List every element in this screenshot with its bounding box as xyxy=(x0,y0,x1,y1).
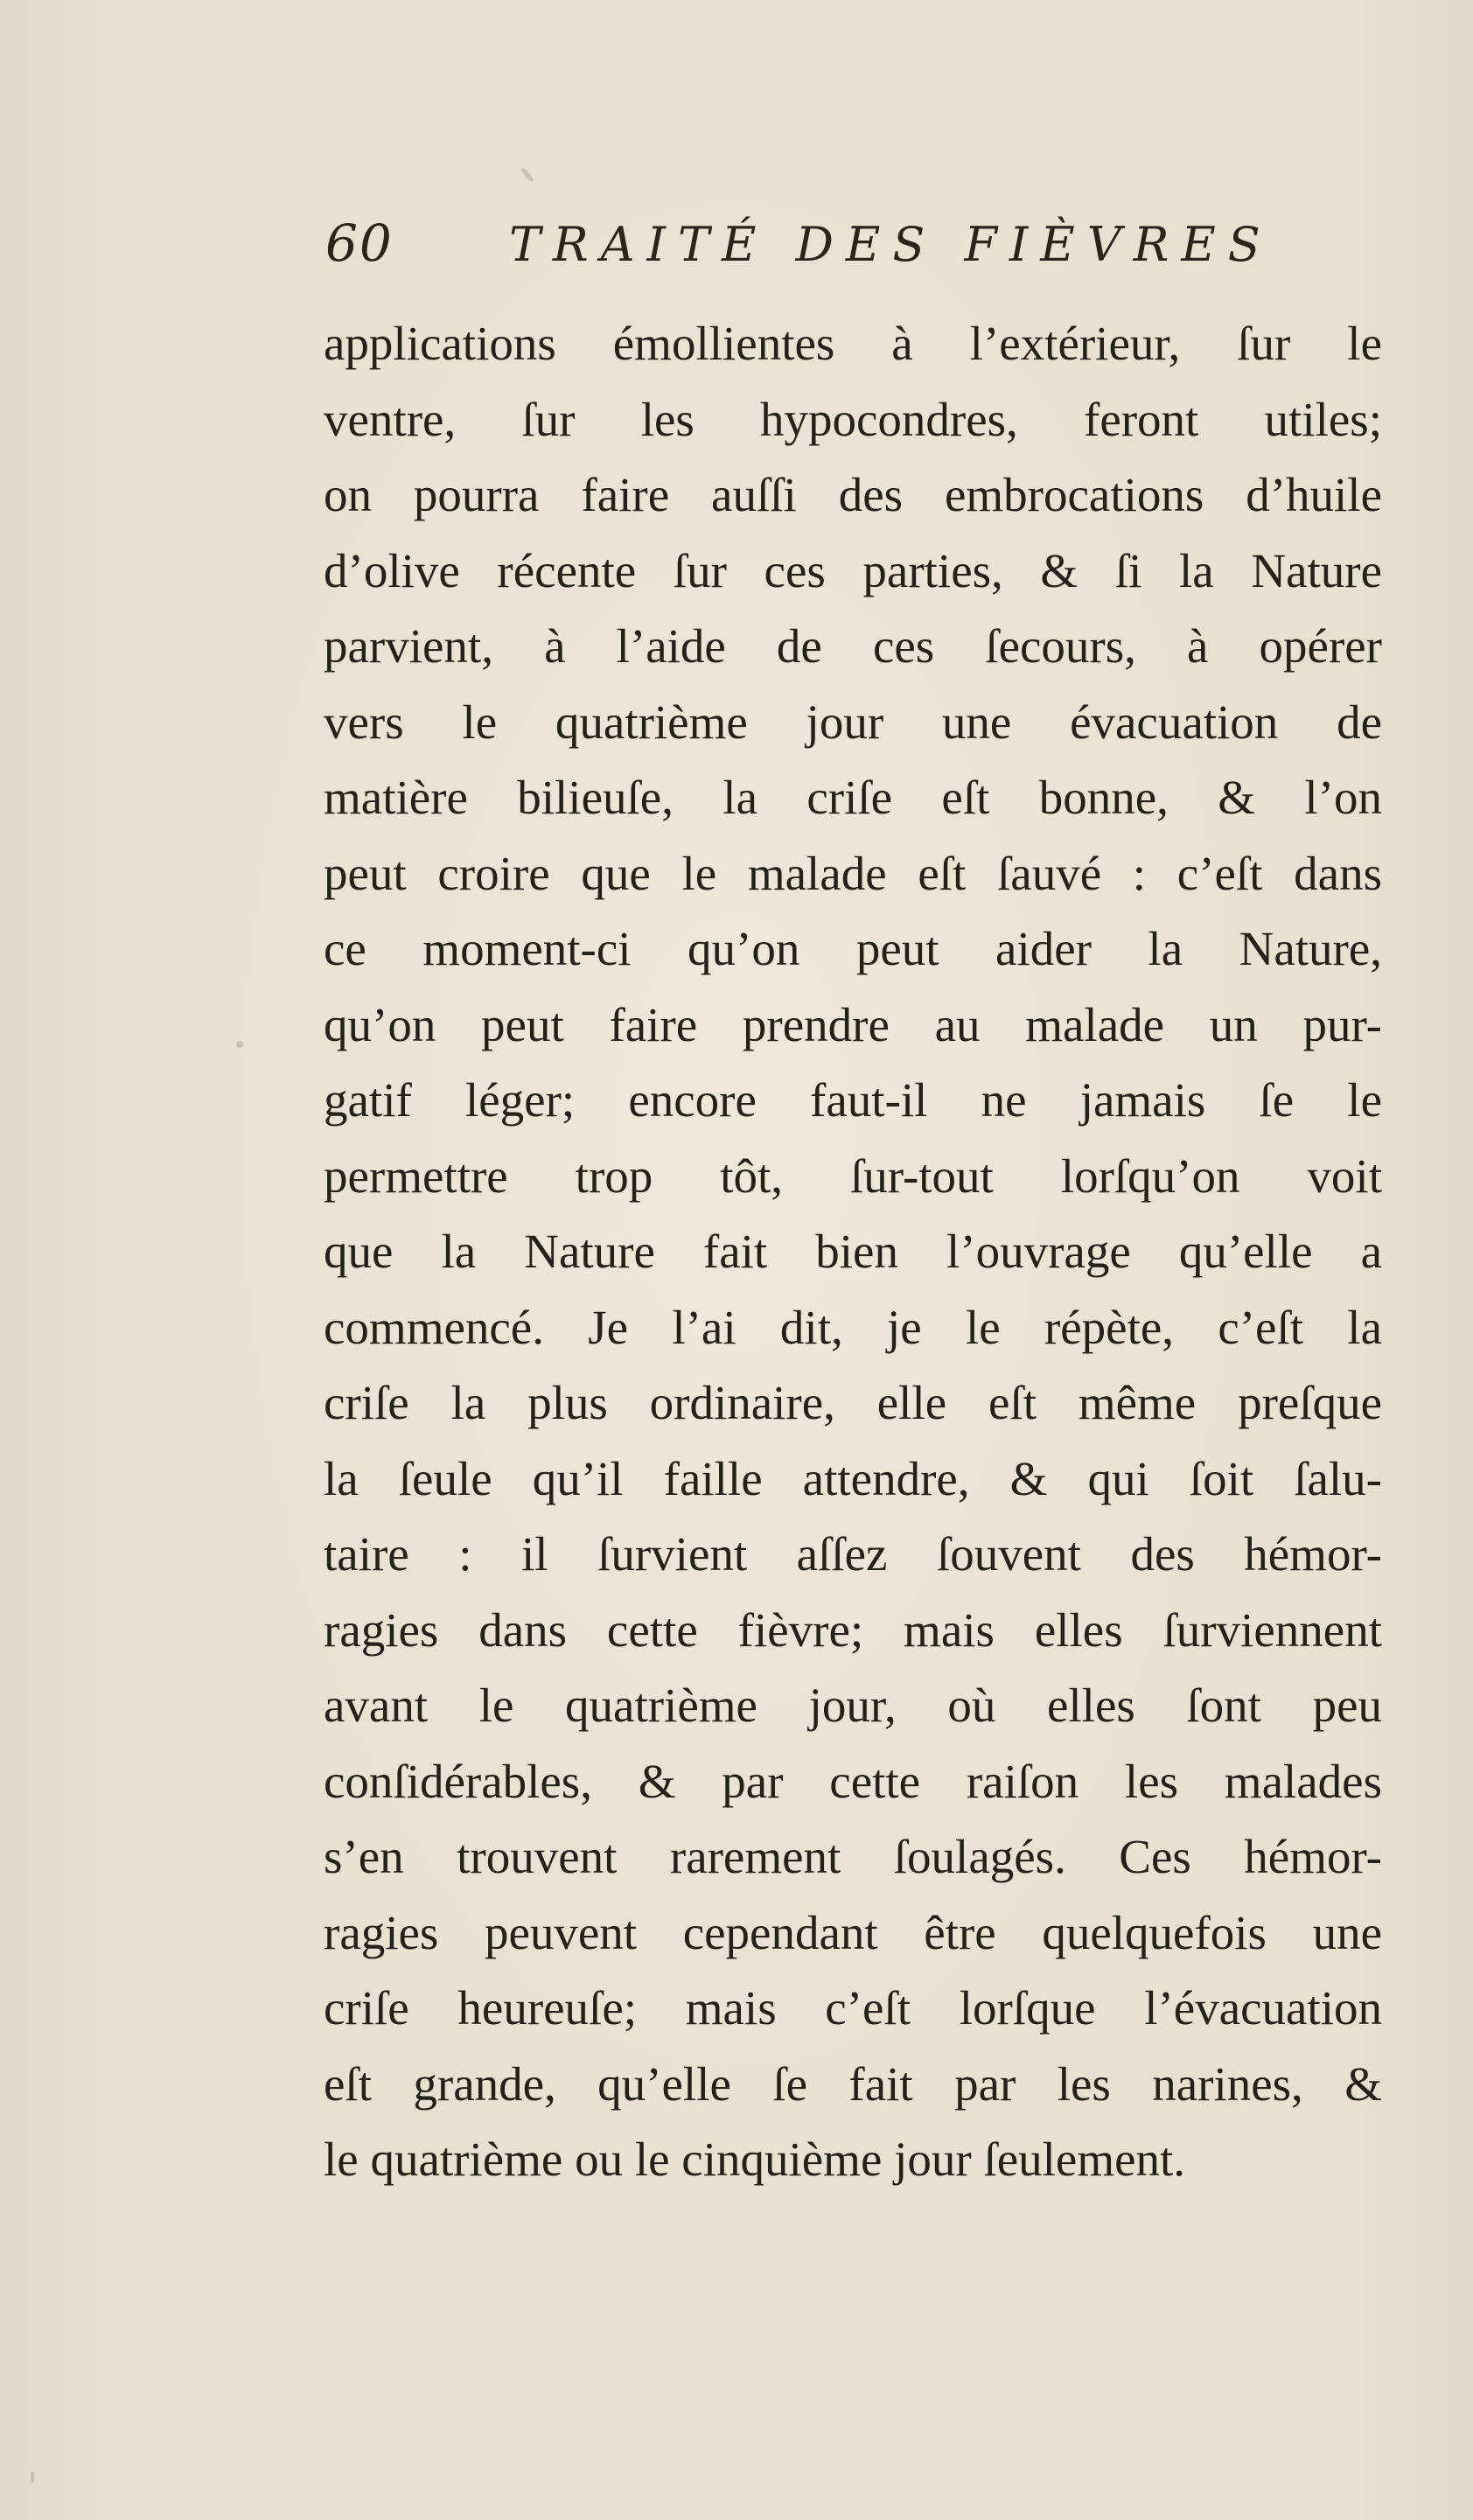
text-line-15: criſe la plus ordinaire, elle eſt même preſque xyxy=(324,1376,1382,1429)
page-number: 60 xyxy=(325,213,394,273)
text-line-23: criſe heureuſe; mais c’eſt lorſque l’évacuation xyxy=(324,1981,1382,2035)
text-line-14: commencé. Je l’ai dit, je le répète, c’eſt la xyxy=(324,1300,1382,1354)
text-line-13: que la Nature fait bien l’ouvrage qu’elle a xyxy=(324,1225,1382,1278)
text-line-18: ragies dans cette fièvre; mais elles ſurviennent xyxy=(324,1602,1382,1657)
text-line-10: qu’on peut faire prendre au malade un pur- xyxy=(324,997,1382,1051)
text-line-9: ce moment-ci qu’on peut aider la Nature, xyxy=(324,922,1382,975)
text-line-19: avant le quatrième jour, où elles ſont peu xyxy=(324,1679,1382,1732)
text-line-11: gatif léger; encore faut-il ne jamais ſe le xyxy=(324,1073,1382,1127)
body-text xyxy=(324,306,1382,2198)
text-line-6: vers le quatrième jour une évacuation de xyxy=(324,695,1382,749)
text-line-5: parvient, à l’aide de ces ſecours, à opérer xyxy=(324,619,1382,673)
paper-spot xyxy=(31,2471,34,2483)
text-line-25: le quatrième ou le cinquième jour ſeulement. xyxy=(324,2133,1186,2186)
text-line-1: applications émollientes à l’extérieur, ſur le xyxy=(324,317,1382,370)
paper-spot xyxy=(520,166,534,183)
text-line-22: ragies peuvent cependant être quelquefois une xyxy=(324,1905,1382,1959)
text-line-17: taire : il ſurvient aſſez ſouvent des hémor- xyxy=(324,1527,1382,1581)
text-line-4: d’olive récente ſur ces parties, & ſi la Nature xyxy=(324,543,1382,597)
text-line-3: on pourra faire auſſi des embrocations d’huile xyxy=(324,468,1382,521)
text-line-16: la ſeule qu’il faille attendre, & qui ſoit ſalu- xyxy=(324,1451,1382,1505)
running-title: TRAITÉ DES FIÈVRES xyxy=(509,217,1273,272)
text-line-7: matière bilieuſe, la criſe eſt bonne, & l’on xyxy=(324,771,1382,824)
text-line-20: conſidérables, & par cette raiſon les malades xyxy=(324,1754,1382,1808)
text-line-24: eſt grande, qu’elle ſe fait par les narines, & xyxy=(324,2056,1382,2111)
paper-spot xyxy=(236,1041,243,1048)
running-header xyxy=(325,213,1273,296)
text-line-8: peut croire que le malade eſt ſauvé : c’eſt dans xyxy=(324,846,1382,900)
text-line-2: ventre, ſur les hypocondres, feront utiles; xyxy=(324,392,1382,446)
text-line-12: permettre trop tôt, ſur-tout lorſqu’on voit xyxy=(324,1148,1382,1203)
text-line-21: s’en trouvent rarement ſoulagés. Ces hémor- xyxy=(324,1830,1382,1883)
